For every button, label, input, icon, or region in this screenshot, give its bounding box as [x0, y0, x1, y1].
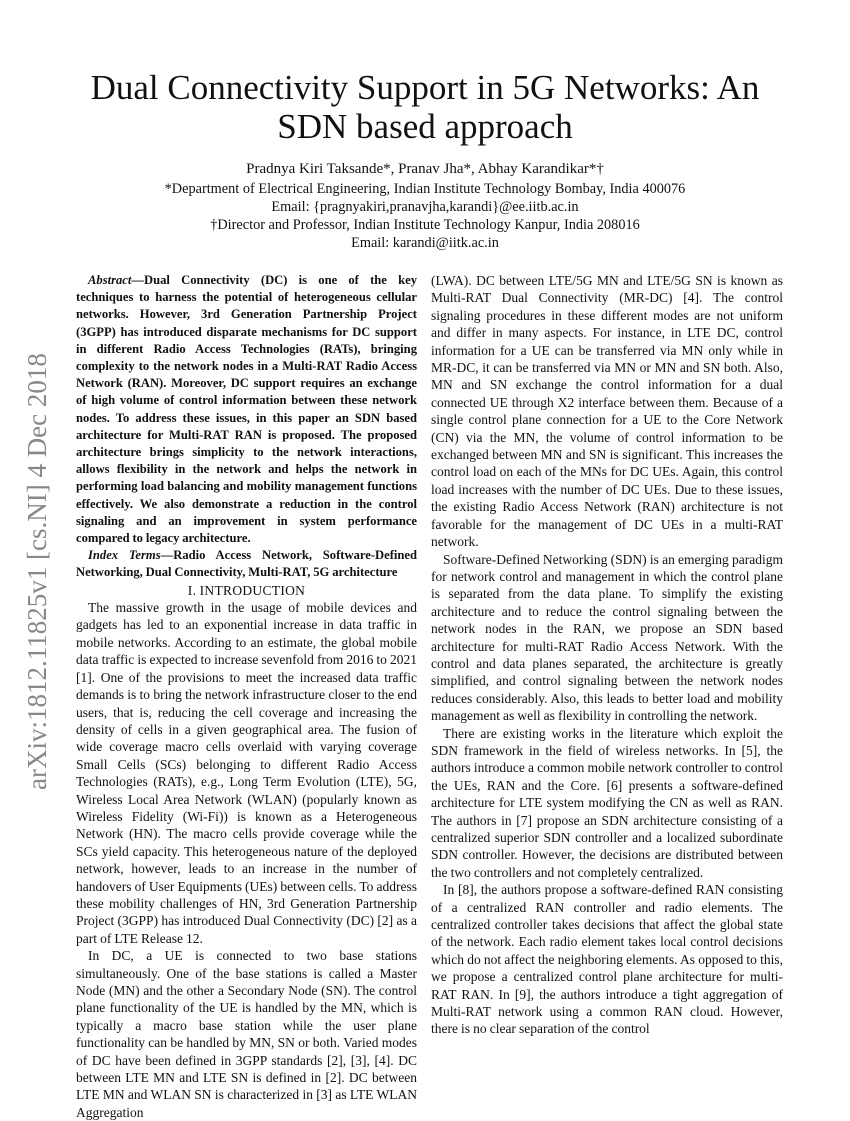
- index-terms-label: Index Terms: [88, 548, 161, 563]
- paragraph: In DC, a UE is connected to two base stations simultaneously. One of the base stations is called a Master Node (MN) and the other a Secondary Node (SN). The control plane functionality of the UE is handled by the MN, which is typically a macro base station while the user plane functionality can be handled by MN, SN or both. Varied modes of DC have been defined in 3GPP standards [2], [3], [4]. DC between LTE MN and LTE SN is defined in [2]. DC between LTE MN and WLAN SN is characterized in [3] as LTE WLAN Aggregation: [76, 948, 417, 1120]
- right-column: [431, 272, 783, 1038]
- section-heading: I. INTRODUCTION: [187, 582, 306, 598]
- authors: Pradnya Kiri Taksande*, Pranav Jha*, Abhay Karandikar*†: [246, 161, 604, 177]
- paragraph: (LWA). DC between LTE/5G MN and LTE/5G SN is known as Multi-RAT Dual Connectivity (MR-DC) [4]. The control signaling procedures in these different modes are not uniform and differ in many aspects. For instance, in LTE DC, control information for a UE can be transferred via MN only while in MR-DC, it can be transferred via MN or MN and SN both. Also, MN and SN exchange the control information for a dual connected UE through X2 interface between them. Because of a single control plane connection for a UE to the Core Network (CN) via the MN, the volume of control information to be exchanged between MN and SN is significant. This increases the control load on each of the MNs for DC UEs. Again, this control load increases with the number of DC UEs. Due to these issues, the existing Radio Access Network (RAN) architecture is not favorable for the management of DC UEs in a multi-RAT network.: [431, 273, 783, 550]
- email-1: Email: {pragnyakiri,pranavjha,karandi}@ee.iitb.ac.in: [271, 199, 579, 215]
- paragraph: The massive growth in the usage of mobile devices and gadgets has led to an exponential increase in data traffic in mobile networks. According to an estimate, the global mobile data traffic is expected to increase sevenfold from 2016 to 2021 [1]. One of the provisions to meet the increased data traffic demands is to bring the network infrastructure closer to the end users, that is, reducing the cell coverage and increasing the density of cells in a given geographical area. The fusion of wide coverage macro cells overlaid with varying coverage Small Cells (SCs) belonging to different Radio Access Technologies (RATs), e.g., Long Term Evolution (LTE), 5G, Wireless Local Area Network (WLAN) (popularly known as Wireless Fidelity (Wi-Fi)) is known as a Heterogeneous Network (HN). The macro cells provide coverage while the SCs yield capacity. This heterogeneous nature of the deployed network, however, leads to an increase in the number of handovers of User Equipments (UEs) between cells. To address these mobility challenges of HN, 3rd Generation Partnership Project (3GPP) has introduced Dual Connectivity (DC) [2] as a part of LTE Release 12.: [76, 600, 417, 946]
- email-2: Email: karandi@iitk.ac.in: [351, 235, 499, 251]
- abstract: [76, 272, 417, 547]
- paragraph: There are existing works in the literature which exploit the SDN framework in the field of wireless networks. In [5], the authors introduce a common mobile network controller to control the UEs, RAN and the Core. [6] presents a software-defined architecture for LTE system modifying the CN as well as RAN. The authors in [7] propose an SDN architecture consisting of a centralized superior SDN controller and a localized subordinate SDN controller. However, the decisions are distributed between the two controllers and not completely centralized.: [431, 725, 783, 880]
- affiliation-2: †Director and Professor, Indian Institute Technology Kanpur, India 208016: [210, 217, 640, 233]
- left-column: [76, 272, 417, 1121]
- paper-title: [60, 68, 790, 146]
- index-terms: [76, 547, 417, 581]
- title-line: Dual Connectivity Support in 5G Networks: An: [90, 68, 760, 107]
- paragraph: In [8], the authors propose a software-defined RAN consisting of a centralized RAN controller and radio elements. The centralized controller takes decisions that affect the global state of the network. Each radio element takes local control decisions which do not affect the neighboring elements. As opposed to this, we propose a centralized control plane architecture for multi-RAT RAN. In [9], the authors introduce a tight aggregation of Multi-RAT network using a common RAN cloud. However, there is no clear separation of the control: [431, 882, 783, 1037]
- index-terms-text: —Radio Access Network, Software-Defined Networking, Dual Connectivity, Multi-RAT, 5G architecture: [76, 548, 417, 580]
- author-block: [40, 160, 810, 252]
- title-line: SDN based approach: [277, 107, 573, 146]
- abstract-label: Abstract: [88, 273, 132, 287]
- abstract-text: —Dual Connectivity (DC) is one of the key techniques to harness the potential of heterogeneous cellular networks. However, 3rd Generation Partnership Project (3GPP) has introduced disparate mechanisms for DC support in different Radio Access Technologies (RATs), bringing complexity to the network nodes in a Multi-RAT Radio Access Network (RAN). Moreover, DC support requires an exchange of high volume of control information between these network nodes. To address these issues, in this paper an SDN based architecture for Multi-RAT RAN is proposed. The proposed architecture brings simplicity to the network interactions, allows flexibility in the network and helps the network in performing load balancing and mobility management functions effectively. We also demonstrate a reduction in the control signaling and an improvement in system performance compared to legacy architecture.: [76, 273, 417, 546]
- arxiv-identifier: arXiv:1812.11825v1 [cs.NI] 4 Dec 2018: [22, 353, 52, 790]
- paragraph: Software-Defined Networking (SDN) is an emerging paradigm for network control and management in which the control plane is separated from the data plane. To simplify the existing architecture and to reduce the control signaling between the network nodes in the RAN, we propose an SDN based architecture for multi-RAT Radio Access Network. With the control and data planes separated, the architecture is greatly simplified, and control signaling between the network nodes reduces considerably. Also, this leads to better load and mobility management as well as flexibility in controlling the network.: [431, 551, 783, 724]
- affiliation-1: *Department of Electrical Engineering, Indian Institute Technology Bombay, India 400076: [164, 181, 686, 197]
